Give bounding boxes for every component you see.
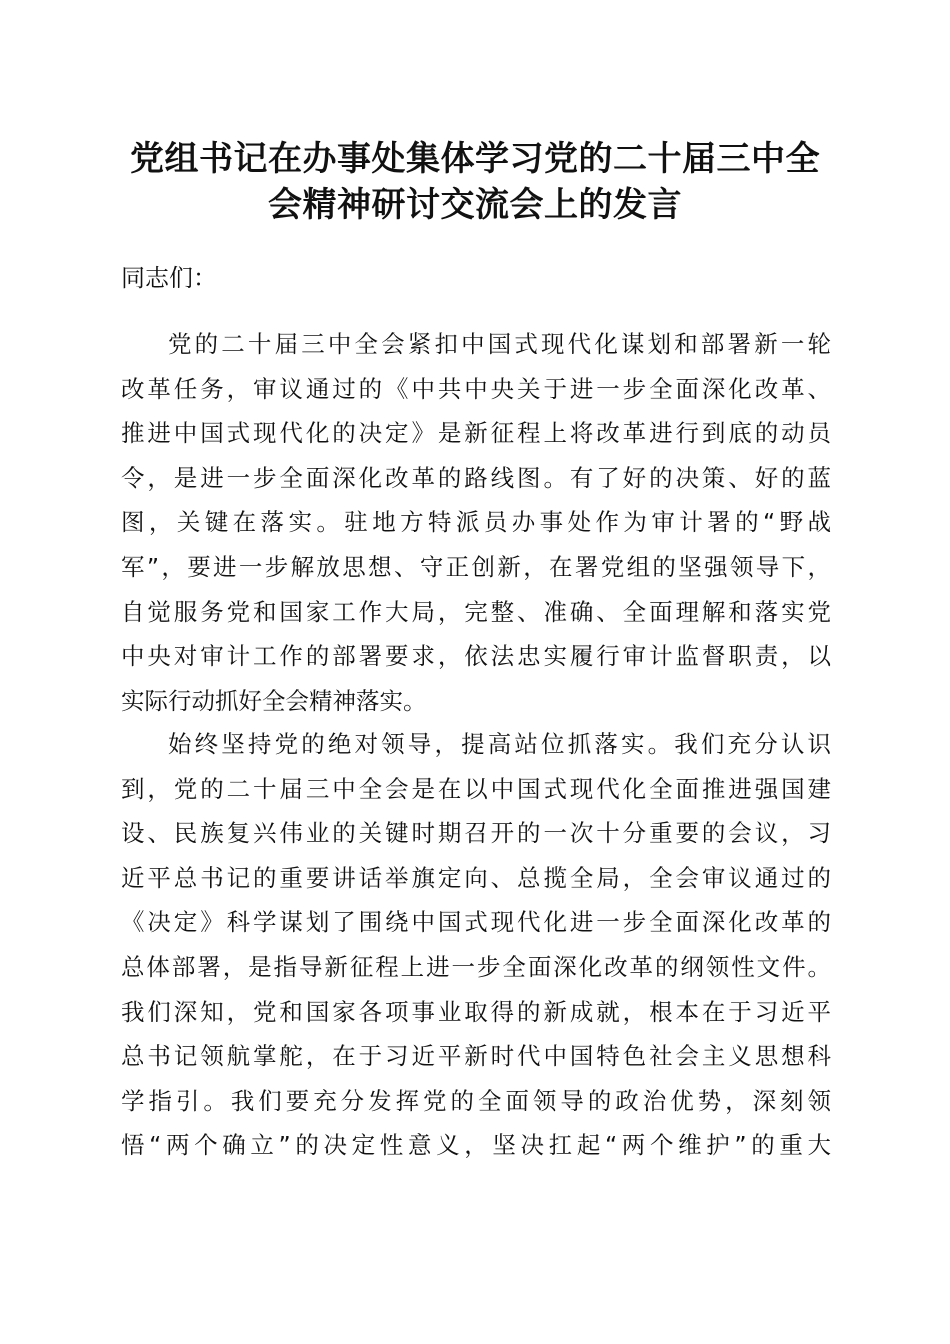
paragraph-line: 推进中国式现代化的决定》是新征程上将改革进行到底的动员 xyxy=(121,419,831,448)
paragraph-line: 我们深知，党和国家各项事业取得的新成就，根本在于习近平 xyxy=(121,997,831,1026)
paragraph-line: 实际行动抓好全会精神落实。 xyxy=(121,686,427,715)
paragraph-line: 《决定》科学谋划了围绕中国式现代化进一步全面深化改革的 xyxy=(121,908,831,937)
paragraph-1 xyxy=(121,322,831,723)
paragraph-line: 自觉服务党和国家工作大局，完整、准确、全面理解和落实党 xyxy=(121,597,831,626)
paragraph-line: 到，党的二十届三中全会是在以中国式现代化全面推进强国建 xyxy=(121,774,831,803)
paragraph-2 xyxy=(121,722,831,1168)
paragraph-line: 图，关键在落实。驻地方特派员办事处作为审计署的“野战 xyxy=(121,508,831,537)
paragraph-line: 设、民族复兴伟业的关键时期召开的一次十分重要的会议，习 xyxy=(121,819,831,848)
title-line: 会精神研讨交流会上的发言 xyxy=(268,185,682,225)
paragraph-line: 近平总书记的重要讲话举旗定向、总揽全局，全会审议通过的 xyxy=(121,863,831,892)
paragraph-line: 学指引。我们要充分发挥党的全面领导的政治优势，深刻领 xyxy=(121,1086,831,1115)
paragraph-line: 党的二十届三中全会紧扣中国式现代化谋划和部署新一轮 xyxy=(168,330,831,358)
salutation: 同志们： xyxy=(121,264,217,292)
paragraph-line: 始终坚持党的绝对领导，提高站位抓落实。我们充分认识 xyxy=(168,730,831,758)
paragraph-line: 中央对审计工作的部署要求，依法忠实履行审计监督职责，以 xyxy=(121,642,831,671)
paragraph-line: 总书记领航掌舵，在于习近平新时代中国特色社会主义思想科 xyxy=(121,1042,831,1071)
document-title xyxy=(95,136,855,228)
paragraph-line: 改革任务，审议通过的《中共中央关于进一步全面深化改革、 xyxy=(121,374,831,403)
paragraph-line: 悟“两个确立”的决定性意义，坚决扛起“两个维护”的重大 xyxy=(121,1131,831,1160)
paragraph-line: 令，是进一步全面深化改革的路线图。有了好的决策、好的蓝 xyxy=(121,463,831,492)
paragraph-line: 军”，要进一步解放思想、守正创新，在署党组的坚强领导下， xyxy=(121,552,831,581)
title-line: 党组书记在办事处集体学习党的二十届三中全 xyxy=(130,139,820,179)
paragraph-line: 总体部署，是指导新征程上进一步全面深化改革的纲领性文件。 xyxy=(121,952,831,981)
